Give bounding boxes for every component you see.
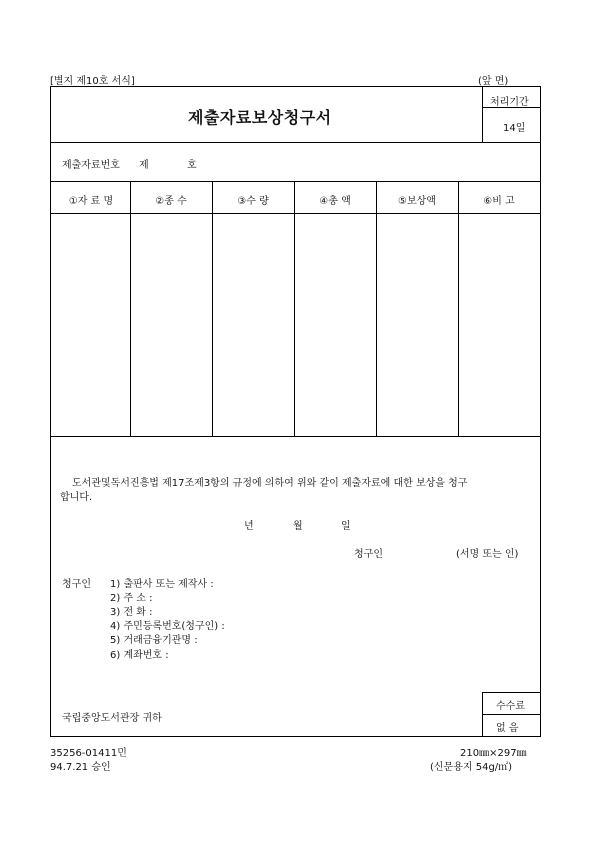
signature-note: (서명 또는 인) <box>456 549 519 560</box>
form-number: [별지 제10호 서식] <box>50 76 135 87</box>
column-divider-5 <box>458 181 459 436</box>
processing-period-value: 14일 <box>503 123 526 134</box>
claimant-item-phone: 3) 전 화 : <box>110 607 153 618</box>
material-number-prefix: 제 <box>139 160 149 171</box>
column-divider-4 <box>376 181 377 436</box>
column-header-compensation: ⑤보상액 <box>398 196 436 207</box>
column-header-types: ②종 수 <box>155 196 187 207</box>
fee-label: 수수료 <box>496 701 525 712</box>
column-header-quantity: ③수 량 <box>237 196 269 207</box>
processing-period-label: 처리기간 <box>490 97 529 108</box>
date-year: 년 <box>244 521 254 532</box>
statement-line-1: 도서관및독서진흥법 제17조제3항의 규정에 의하여 위와 같이 제출자료에 대한 보상을 청구 <box>72 478 468 489</box>
claimant-item-address: 2) 주 소 : <box>110 593 153 604</box>
claimant-label: 청구인 <box>354 549 383 560</box>
addressee: 국립중앙도서관장 귀하 <box>62 713 162 724</box>
column-header-total: ④총 액 <box>319 196 351 207</box>
approval-date: 94.7.21 승인 <box>50 762 111 773</box>
material-number-label: 제출자료번호 <box>62 160 120 171</box>
column-header-material-name: ①자 료 명 <box>68 196 114 207</box>
column-header-bottom <box>50 213 541 214</box>
column-header-remarks: ⑥비 고 <box>483 196 515 207</box>
table-bottom <box>50 436 541 437</box>
column-divider-1 <box>130 181 131 436</box>
statement-line-2: 합니다. <box>60 492 93 503</box>
fee-box-split <box>482 714 541 715</box>
column-divider-3 <box>294 181 295 436</box>
claimant-item-bank-name: 5) 거래금융기관명 : <box>110 635 198 646</box>
claimant-item-publisher: 1) 출판사 또는 제작사 : <box>110 579 214 590</box>
claimant-item-resident-number: 4) 주민등록번호(청구인) : <box>110 621 225 632</box>
claimant-item-account-number: 6) 계좌번호 : <box>110 650 169 661</box>
material-number-suffix: 호 <box>187 160 197 171</box>
date-day: 일 <box>341 521 351 532</box>
page-side-label: (앞 면) <box>478 76 509 87</box>
form-code: 35256-01411민 <box>50 748 127 759</box>
fee-value: 없 음 <box>496 723 519 734</box>
column-divider-2 <box>212 181 213 436</box>
paper-type: (신문용지 54g/㎡) <box>430 762 513 773</box>
date-month: 월 <box>293 521 303 532</box>
claimant-section-label: 청구인 <box>62 579 91 590</box>
fee-box-top <box>482 692 541 693</box>
processing-divider <box>482 86 483 142</box>
column-header-top <box>50 181 541 182</box>
title-row-bottom <box>50 142 541 143</box>
form-title: 제출자료보상청구서 <box>188 108 332 127</box>
paper-size: 210㎜×297㎜ <box>460 748 527 759</box>
